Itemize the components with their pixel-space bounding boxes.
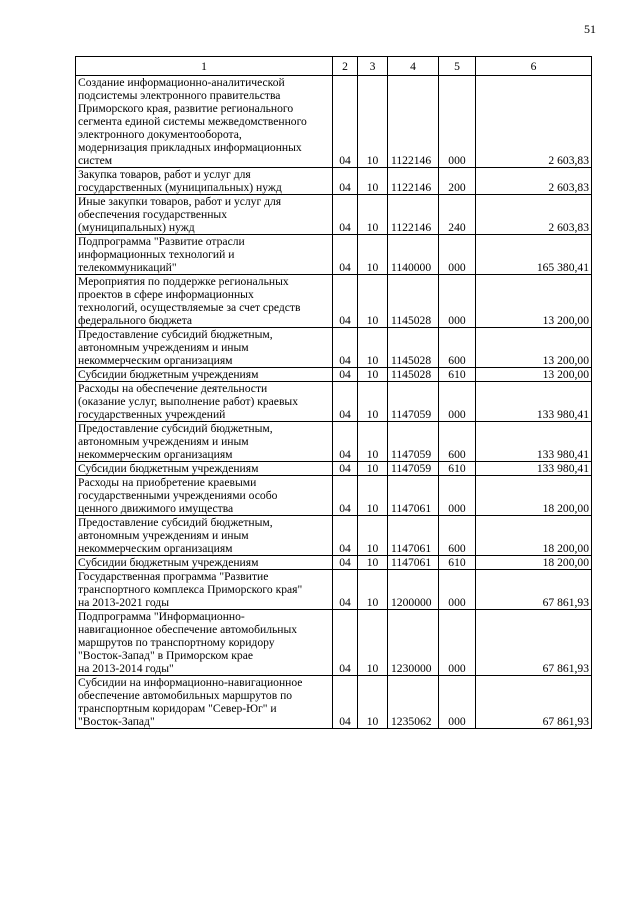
- table-row: [76, 328, 592, 368]
- table-row: [76, 275, 592, 328]
- row-subsection: 10: [358, 556, 388, 570]
- row-name: Субсидии бюджетным учреждениям: [76, 556, 333, 570]
- row-expense-type: 000: [439, 476, 476, 516]
- row-target-code: 1147061: [388, 476, 439, 516]
- row-amount: 13 200,00: [476, 275, 592, 328]
- table-row: [76, 676, 592, 729]
- row-section: 04: [333, 195, 358, 235]
- row-section: 04: [333, 235, 358, 275]
- row-amount: 2 603,83: [476, 76, 592, 168]
- row-expense-type: 000: [439, 382, 476, 422]
- row-expense-type: 200: [439, 168, 476, 195]
- row-section: 04: [333, 676, 358, 729]
- row-amount: 165 380,41: [476, 235, 592, 275]
- row-target-code: 1122146: [388, 76, 439, 168]
- row-subsection: 10: [358, 570, 388, 610]
- row-subsection: 10: [358, 195, 388, 235]
- row-section: 04: [333, 328, 358, 368]
- row-subsection: 10: [358, 76, 388, 168]
- table-row: [76, 235, 592, 275]
- row-name: Создание информационно-аналитической подсистемы электронного правительства Приморского края, развитие регионального сегмента единой системы межведомственного электронного документооборота, модернизация прикладных информационных систем: [76, 76, 333, 168]
- row-subsection: 10: [358, 368, 388, 382]
- row-amount: 18 200,00: [476, 476, 592, 516]
- row-expense-type: 000: [439, 570, 476, 610]
- row-target-code: 1145028: [388, 328, 439, 368]
- row-target-code: 1147059: [388, 422, 439, 462]
- row-expense-type: 600: [439, 516, 476, 556]
- row-section: 04: [333, 382, 358, 422]
- row-expense-type: 000: [439, 76, 476, 168]
- table-row: [76, 570, 592, 610]
- table-row: [76, 368, 592, 382]
- row-expense-type: 600: [439, 422, 476, 462]
- row-section: 04: [333, 556, 358, 570]
- row-target-code: 1230000: [388, 610, 439, 676]
- table-row: [76, 556, 592, 570]
- table-row: [76, 195, 592, 235]
- header-col-4: 4: [388, 57, 439, 76]
- row-subsection: 10: [358, 382, 388, 422]
- header-row: [76, 57, 592, 76]
- budget-table: [75, 56, 592, 729]
- row-amount: 133 980,41: [476, 422, 592, 462]
- row-target-code: 1122146: [388, 168, 439, 195]
- row-subsection: 10: [358, 610, 388, 676]
- row-amount: 18 200,00: [476, 516, 592, 556]
- row-amount: 67 861,93: [476, 676, 592, 729]
- row-section: 04: [333, 462, 358, 476]
- row-name: Расходы на обеспечение деятельности (оказание услуг, выполнение работ) краевых государственных учреждений: [76, 382, 333, 422]
- row-expense-type: 000: [439, 275, 476, 328]
- table-row: [76, 168, 592, 195]
- row-target-code: 1145028: [388, 275, 439, 328]
- row-subsection: 10: [358, 235, 388, 275]
- row-section: 04: [333, 168, 358, 195]
- row-subsection: 10: [358, 328, 388, 368]
- row-subsection: 10: [358, 516, 388, 556]
- row-target-code: 1147061: [388, 516, 439, 556]
- table-row: [76, 610, 592, 676]
- table-row: [76, 422, 592, 462]
- row-name: Подпрограмма "Развитие отрасли информационных технологий и телекоммуникаций": [76, 235, 333, 275]
- row-name: Предоставление субсидий бюджетным, автономным учреждениям и иным некоммерческим организациям: [76, 516, 333, 556]
- row-target-code: 1235062: [388, 676, 439, 729]
- row-name: Закупка товаров, работ и услуг для государственных (муниципальных) нужд: [76, 168, 333, 195]
- row-name: Подпрограмма "Информационно- навигационное обеспечение автомобильных маршрутов по транспортному коридору "Восток-Запад" в Приморском крае на 2013-2014 годы": [76, 610, 333, 676]
- table-row: [76, 476, 592, 516]
- table-row: [76, 462, 592, 476]
- header-col-2: 2: [333, 57, 358, 76]
- row-target-code: 1147059: [388, 462, 439, 476]
- row-expense-type: 610: [439, 556, 476, 570]
- row-section: 04: [333, 570, 358, 610]
- row-target-code: 1147059: [388, 382, 439, 422]
- row-section: 04: [333, 476, 358, 516]
- row-name: Субсидии бюджетным учреждениям: [76, 462, 333, 476]
- row-section: 04: [333, 368, 358, 382]
- row-section: 04: [333, 422, 358, 462]
- table-row: [76, 516, 592, 556]
- row-expense-type: 610: [439, 462, 476, 476]
- header-col-1: 1: [76, 57, 333, 76]
- row-subsection: 10: [358, 168, 388, 195]
- row-target-code: 1122146: [388, 195, 439, 235]
- row-amount: 13 200,00: [476, 368, 592, 382]
- row-amount: 18 200,00: [476, 556, 592, 570]
- row-expense-type: 000: [439, 610, 476, 676]
- row-section: 04: [333, 76, 358, 168]
- row-section: 04: [333, 516, 358, 556]
- row-target-code: 1140000: [388, 235, 439, 275]
- row-expense-type: 000: [439, 235, 476, 275]
- header-col-3: 3: [358, 57, 388, 76]
- row-expense-type: 600: [439, 328, 476, 368]
- row-section: 04: [333, 275, 358, 328]
- row-target-code: 1147061: [388, 556, 439, 570]
- row-amount: 2 603,83: [476, 168, 592, 195]
- row-amount: 133 980,41: [476, 382, 592, 422]
- header-col-6: 6: [476, 57, 592, 76]
- row-name: Иные закупки товаров, работ и услуг для обеспечения государственных (муниципальных) нужд: [76, 195, 333, 235]
- row-name: Субсидии на информационно-навигационное обеспечение автомобильных маршрутов по транспортным коридорам "Север-Юг" и "Восток-Запад": [76, 676, 333, 729]
- row-expense-type: 610: [439, 368, 476, 382]
- row-name: Предоставление субсидий бюджетным, автономным учреждениям и иным некоммерческим организациям: [76, 328, 333, 368]
- row-subsection: 10: [358, 462, 388, 476]
- row-amount: 2 603,83: [476, 195, 592, 235]
- row-expense-type: 240: [439, 195, 476, 235]
- row-name: Государственная программа "Развитие транспортного комплекса Приморского края" на 2013-2021 годы: [76, 570, 333, 610]
- row-amount: 13 200,00: [476, 328, 592, 368]
- row-subsection: 10: [358, 676, 388, 729]
- row-amount: 67 861,93: [476, 610, 592, 676]
- header-col-5: 5: [439, 57, 476, 76]
- row-amount: 133 980,41: [476, 462, 592, 476]
- row-name: Мероприятия по поддержке региональных проектов в сфере информационных технологий, осуществляемые за счет средств федерального бюджета: [76, 275, 333, 328]
- row-subsection: 10: [358, 275, 388, 328]
- table-row: [76, 382, 592, 422]
- row-target-code: 1145028: [388, 368, 439, 382]
- row-name: Субсидии бюджетным учреждениям: [76, 368, 333, 382]
- row-amount: 67 861,93: [476, 570, 592, 610]
- row-expense-type: 000: [439, 676, 476, 729]
- row-name: Предоставление субсидий бюджетным, автономным учреждениям и иным некоммерческим организациям: [76, 422, 333, 462]
- row-target-code: 1200000: [388, 570, 439, 610]
- table-row: [76, 76, 592, 168]
- page-number: 51: [584, 22, 596, 36]
- row-name: Расходы на приобретение краевыми государственными учреждениями особо ценного движимого имущества: [76, 476, 333, 516]
- row-subsection: 10: [358, 476, 388, 516]
- row-section: 04: [333, 610, 358, 676]
- row-subsection: 10: [358, 422, 388, 462]
